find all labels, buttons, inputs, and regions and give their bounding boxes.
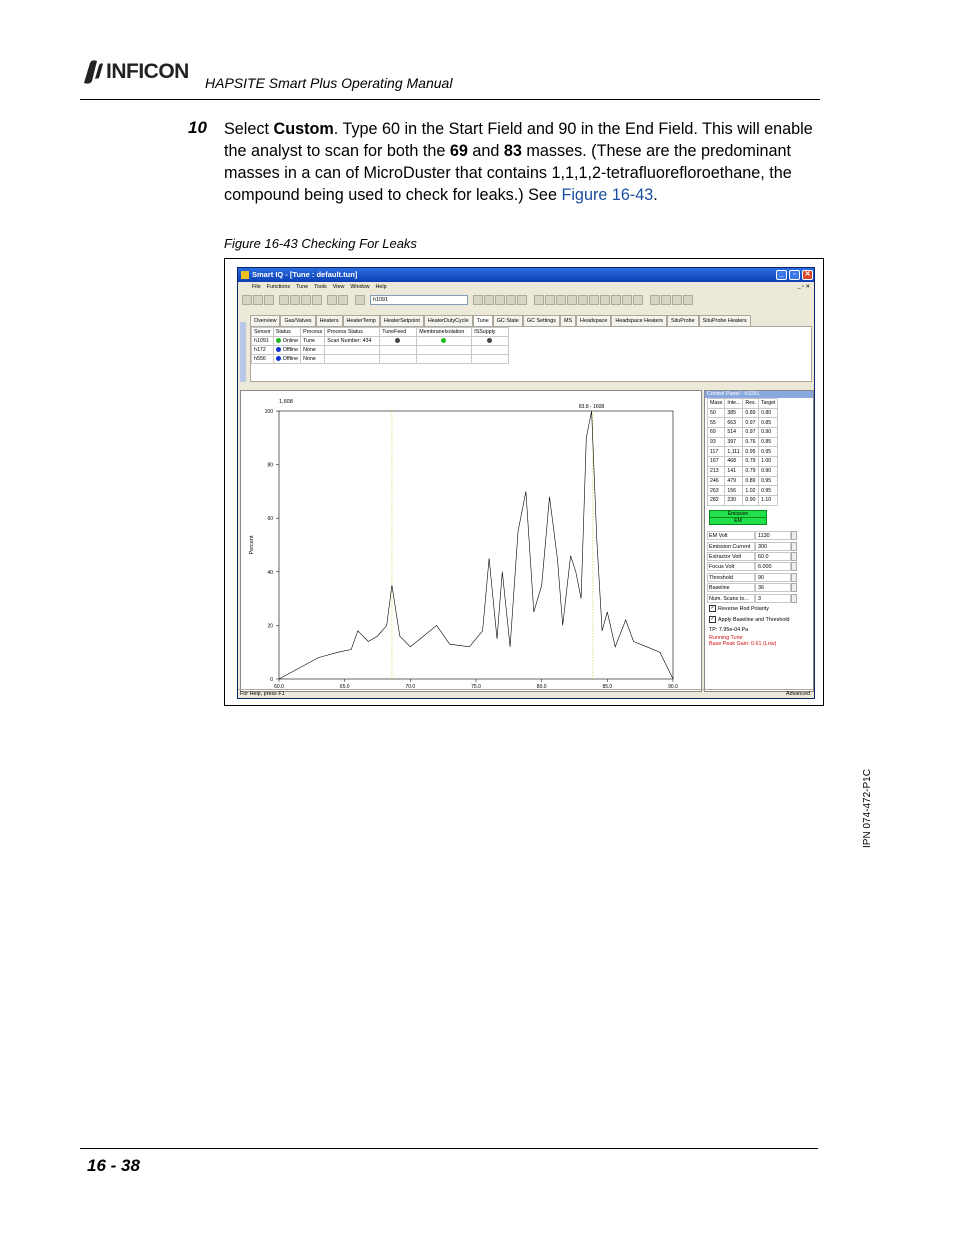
help-icon[interactable] <box>338 295 348 305</box>
col-mass: Mass <box>708 399 725 409</box>
spin-button[interactable] <box>791 552 797 561</box>
sensor-header-row <box>252 328 509 337</box>
col-intensity: Inte... <box>725 399 743 409</box>
inficon-logo <box>80 58 189 86</box>
app-icon <box>241 271 249 279</box>
x-tick-label: 80.0 <box>536 684 547 690</box>
spin-button[interactable] <box>791 594 797 603</box>
toolbar <box>238 293 814 307</box>
tab-heaters[interactable]: Heaters <box>316 315 343 326</box>
menu-file[interactable]: File <box>252 284 261 290</box>
table-row[interactable] <box>252 355 509 364</box>
mass-cell: 0.89 <box>743 408 759 418</box>
connect-icon[interactable] <box>355 295 365 305</box>
figure-link[interactable]: Figure 16-43 <box>561 186 654 204</box>
param-input[interactable]: 1130 <box>755 531 791 540</box>
table-row[interactable] <box>708 418 778 428</box>
param-input[interactable]: 3 <box>755 594 791 603</box>
menu-tune[interactable]: Tune <box>296 284 309 290</box>
empty-cell <box>380 346 417 355</box>
empty-cell <box>417 355 472 364</box>
mass-cell: 55 <box>708 418 725 428</box>
mass-header-row <box>708 399 778 409</box>
table-row[interactable] <box>708 408 778 418</box>
param-row <box>707 583 813 593</box>
window-title: Smart IQ - [Tune : default.tun] <box>252 270 358 279</box>
menu-window[interactable]: Window <box>350 284 370 290</box>
sensor-name: h556 <box>252 355 274 364</box>
x-tick-label: 65.0 <box>339 684 350 690</box>
tool-icon-11[interactable] <box>589 295 599 305</box>
mass-cell: 0.80 <box>759 408 778 418</box>
param-row <box>707 562 813 572</box>
tab-situprobe[interactable]: SituProbe <box>667 315 699 326</box>
table-row[interactable] <box>708 428 778 438</box>
param-input[interactable]: 300 <box>755 542 791 551</box>
tab-headspace[interactable]: Headspace <box>576 315 611 326</box>
tab-overview[interactable]: Overview <box>250 315 280 326</box>
param-row <box>707 593 813 603</box>
online-status-icon <box>276 338 281 343</box>
sensor-grid <box>250 326 812 382</box>
spin-button[interactable] <box>791 573 797 582</box>
sensor-status <box>273 337 300 346</box>
empty-cell <box>417 346 472 355</box>
sensor-process: None <box>301 346 325 355</box>
em-label: EM <box>710 517 766 524</box>
status-text: For Help, press F1 <box>240 691 285 697</box>
tool-icon-9[interactable] <box>567 295 577 305</box>
reverse-rod-label: Reverse Rod Polarity <box>718 605 769 612</box>
base-peak-gain: Base Peak Gain: 0.61 (Low) <box>709 641 777 648</box>
table-row[interactable] <box>708 437 778 447</box>
table-row[interactable] <box>252 346 509 355</box>
param-label: Extractor Volt <box>707 552 755 561</box>
y-tick-label: 40 <box>267 569 273 576</box>
param-label: Baseline <box>707 583 755 592</box>
grid-icon[interactable] <box>312 295 322 305</box>
col-res: Res. <box>743 399 759 409</box>
control-panel <box>704 390 814 692</box>
col-issupply: ISSupply <box>472 328 509 337</box>
y-tick-label: 60 <box>267 516 273 523</box>
peak-label: 83.8 - 1608 <box>578 404 605 410</box>
x-tick-label: 90.0 <box>668 684 678 690</box>
param-input[interactable]: 36 <box>755 583 791 592</box>
step-bold-69: 69 <box>449 142 468 160</box>
tool-icon-18[interactable] <box>672 295 682 305</box>
running-status: Running Tune <box>709 635 743 642</box>
apply-baseline-checkbox[interactable] <box>709 614 813 625</box>
tp-readout: TP: 7.95e-04 Pa <box>709 627 749 634</box>
sensor-process-status <box>325 355 380 364</box>
step-number: 10 <box>188 118 207 137</box>
page-number: 16 - 38 <box>87 1156 140 1175</box>
footer-divider <box>80 1148 818 1149</box>
sensor-status <box>273 346 300 355</box>
menu-help[interactable]: Help <box>375 284 387 290</box>
mass-cell: 0.76 <box>743 437 759 447</box>
tool-icon-3[interactable] <box>495 295 505 305</box>
tool-icon-14[interactable] <box>622 295 632 305</box>
param-row <box>707 572 813 582</box>
tool-icon-2[interactable] <box>484 295 494 305</box>
save-icon[interactable] <box>279 295 289 305</box>
param-label: Emission Current <box>707 542 755 551</box>
x-tick-label: 75.0 <box>471 684 481 690</box>
col-process-status: Process Status <box>325 328 380 337</box>
tab-ms[interactable]: MS <box>560 315 576 326</box>
step-text-3: and <box>467 142 504 160</box>
membrane-cell <box>417 337 472 346</box>
mass-cell: 0.89 <box>743 476 759 486</box>
y-tick-label: 0 <box>270 677 273 683</box>
mass-cell: 0.95 <box>759 486 778 496</box>
tab-heatersetpoint[interactable]: HeaterSetpoint <box>380 315 424 326</box>
checkbox-icon: ✓ <box>710 605 715 612</box>
mass-cell: 213 <box>708 466 725 476</box>
tunefeed-cell <box>380 337 417 346</box>
mass-cell: 69 <box>708 428 725 438</box>
mass-cell: 246 <box>708 476 725 486</box>
param-input[interactable]: 90 <box>755 573 791 582</box>
open-icon[interactable] <box>242 295 252 305</box>
step-text-5: . <box>653 186 658 204</box>
tab-tune[interactable]: Tune <box>473 315 493 326</box>
mass-cell: 117 <box>708 447 725 457</box>
tab-gas-valves[interactable]: Gas/Valves <box>280 315 315 326</box>
sensor-process: Tune <box>301 337 325 346</box>
tool-icon-15[interactable] <box>633 295 643 305</box>
figure-caption: Figure 16-43 Checking For Leaks <box>224 236 417 251</box>
reverse-rod-checkbox[interactable] <box>709 603 813 614</box>
mass-cell: 0.79 <box>743 466 759 476</box>
issupply-cell <box>472 337 509 346</box>
col-tunefeed: TuneFeed <box>380 328 417 337</box>
spin-button[interactable] <box>791 583 797 592</box>
param-label: Num. Scans to... <box>707 594 755 603</box>
mass-cell: 0.90 <box>743 495 759 505</box>
tab-headspace-heaters[interactable]: Headspace Heaters <box>611 315 667 326</box>
mass-cell: 0.90 <box>759 466 778 476</box>
col-target: Target <box>759 399 778 409</box>
tool-icon-19[interactable] <box>683 295 693 305</box>
menu-functions[interactable]: Functions <box>266 284 291 290</box>
step-text-1: Select <box>224 120 274 138</box>
sensor-status-text: Offline <box>282 356 299 362</box>
mass-cell: 230 <box>725 495 743 505</box>
tab-gc-state[interactable]: GC State <box>493 315 523 326</box>
tool-icon-17[interactable] <box>661 295 671 305</box>
mass-cell: 0.95 <box>759 447 778 457</box>
chart-title: 1,608 <box>279 399 293 405</box>
title-bar <box>238 268 814 282</box>
table-row[interactable] <box>252 337 509 346</box>
param-row <box>707 541 813 551</box>
status-bar <box>238 689 814 698</box>
mass-cell: 50 <box>708 408 725 418</box>
param-input[interactable]: 6.000 <box>755 562 791 571</box>
y-tick-label: 20 <box>267 623 273 630</box>
menu-view[interactable]: View <box>332 284 345 290</box>
sensor-status-text: Offline <box>282 347 299 353</box>
mass-cell: 479 <box>725 476 743 486</box>
mdi-controls[interactable]: _ ▫ ✕ <box>797 284 810 290</box>
new-icon[interactable] <box>264 295 274 305</box>
tab-gc-settings[interactable]: GC Settings <box>523 315 560 326</box>
sensor-name: h172 <box>252 346 274 355</box>
copy-icon[interactable] <box>301 295 311 305</box>
tab-heaterdutycycle[interactable]: HeaterDutyCycle <box>424 315 473 326</box>
step-bold-83: 83 <box>503 142 522 160</box>
maximize-button[interactable]: ▫ <box>789 270 800 280</box>
table-row[interactable] <box>708 466 778 476</box>
mass-cell: 385 <box>725 408 743 418</box>
tab-strip <box>250 315 814 326</box>
tool-icon-12[interactable] <box>600 295 610 305</box>
mass-cell: 93 <box>708 437 725 447</box>
menu-bar <box>238 282 814 292</box>
mass-cell: 282 <box>708 495 725 505</box>
figure-frame <box>224 258 824 706</box>
tab-situprobe-heaters[interactable]: SituProbe Heaters <box>699 315 751 326</box>
mass-cell: 0.95 <box>743 447 759 457</box>
mass-cell: 468 <box>725 457 743 467</box>
spin-button[interactable] <box>791 542 797 551</box>
inficon-logo-icon <box>80 59 104 85</box>
step-bold-custom: Custom <box>273 120 334 138</box>
manual-title: HAPSITE Smart Plus Operating Manual <box>205 75 453 91</box>
step-text-4: masses. (These are the predominant masses in a can of MicroDuster that contains 1,1,1,2-tetrafluorefloroethane, the compound being used to check for leaks.) See <box>224 142 792 204</box>
mass-cell: 263 <box>708 486 725 496</box>
param-label: EM Volt <box>707 531 755 540</box>
membrane-led-icon <box>441 338 446 343</box>
param-input[interactable]: 60.0 <box>755 552 791 561</box>
emission-button[interactable] <box>709 510 767 525</box>
x-tick-label: 85.0 <box>602 684 613 690</box>
mass-cell: 1.02 <box>743 486 759 496</box>
y-tick-label: 100 <box>264 409 273 415</box>
empty-cell <box>472 346 509 355</box>
apply-baseline-label: Apply Baseline and Threshold <box>718 616 790 623</box>
empty-cell <box>380 355 417 364</box>
tab-heatertemp[interactable]: HeaterTemp <box>343 315 380 326</box>
tool-icon-6[interactable] <box>534 295 544 305</box>
tool-icon-16[interactable] <box>650 295 660 305</box>
spectrum-line <box>279 411 673 679</box>
print-icon[interactable] <box>290 295 300 305</box>
tool-icon-13[interactable] <box>611 295 621 305</box>
mass-cell: 0.85 <box>759 418 778 428</box>
mass-table <box>707 398 778 506</box>
mass-rows <box>708 408 778 505</box>
issupply-led-icon <box>487 338 492 343</box>
mass-cell: 0.97 <box>743 418 759 428</box>
sensor-process: None <box>301 355 325 364</box>
mass-cell: 1,111 <box>725 447 743 457</box>
step-paragraph <box>224 118 824 206</box>
parameter-list <box>705 531 813 604</box>
minimize-button[interactable]: _ <box>776 270 787 280</box>
table-row[interactable] <box>708 476 778 486</box>
tool-icon-10[interactable] <box>578 295 588 305</box>
sensor-table <box>251 327 509 364</box>
spectrum-svg <box>241 391 701 691</box>
about-icon[interactable] <box>327 295 337 305</box>
spin-button[interactable] <box>791 531 797 540</box>
sensor-name: h1091 <box>252 337 274 346</box>
control-panel-title: Control Panel - h1091 <box>705 391 813 398</box>
spin-button[interactable] <box>791 562 797 571</box>
mass-cell: 397 <box>725 437 743 447</box>
sensor-side-panel <box>240 322 246 382</box>
mass-cell: 0.85 <box>759 437 778 447</box>
app-window <box>237 267 815 699</box>
offline-status-icon <box>276 356 281 361</box>
sensor-combo[interactable]: h1091 <box>370 295 468 305</box>
offline-status-icon <box>276 347 281 352</box>
mass-cell: 156 <box>725 486 743 496</box>
y-tick-label: 80 <box>267 462 273 469</box>
x-tick-label: 60.0 <box>274 684 284 690</box>
sensor-status <box>273 355 300 364</box>
tool-icon-5[interactable] <box>517 295 527 305</box>
param-label: Focus Volt <box>707 562 755 571</box>
mass-cell: 514 <box>725 428 743 438</box>
tool-icon-4[interactable] <box>506 295 516 305</box>
spectrum-plot <box>240 390 702 692</box>
empty-cell <box>472 355 509 364</box>
ipn-code: IPN 074-472-P1C <box>862 769 873 848</box>
sensor-process-status: Scan Number: 434 <box>325 337 380 346</box>
mass-cell: 0.95 <box>759 476 778 486</box>
table-row[interactable] <box>708 495 778 505</box>
mass-cell: 167 <box>708 457 725 467</box>
brand-name: INFICON <box>106 60 189 83</box>
step-text-2: . Type 60 in the Start Field and 90 in the End Field. This will enable the analyst to scan for both the <box>224 120 813 160</box>
y-axis-label: Percent <box>249 535 255 555</box>
col-status: Status <box>273 328 300 337</box>
x-tick-label: 70.0 <box>405 684 416 690</box>
checkbox-icon: ✓ <box>710 616 715 623</box>
menu-tools[interactable]: Tools <box>314 284 327 290</box>
param-row <box>707 531 813 541</box>
header-divider <box>80 99 820 100</box>
table-row[interactable] <box>708 447 778 457</box>
param-row <box>707 551 813 561</box>
col-membrane: MembraneIsolation <box>417 328 472 337</box>
mass-cell: 0.79 <box>743 457 759 467</box>
param-label: Threshold <box>707 573 755 582</box>
tunefeed-led-icon <box>395 338 400 343</box>
tool-icon-8[interactable] <box>556 295 566 305</box>
col-process: Process <box>301 328 325 337</box>
folder-icon[interactable] <box>253 295 263 305</box>
mass-cell: 0.97 <box>743 428 759 438</box>
mass-cell: 0.90 <box>759 428 778 438</box>
emission-label: Emission <box>727 510 749 517</box>
table-row[interactable] <box>708 486 778 496</box>
table-row[interactable] <box>708 457 778 467</box>
tool-icon-7[interactable] <box>545 295 555 305</box>
status-mode: Advanced <box>786 691 810 697</box>
sensor-process-status <box>325 346 380 355</box>
col-sensor: Sensor <box>252 328 274 337</box>
mass-cell: 663 <box>725 418 743 428</box>
mass-cell: 1.10 <box>759 495 778 505</box>
close-button[interactable]: ✕ <box>802 270 813 280</box>
sensor-status-text: Online <box>282 338 299 344</box>
mass-cell: 1.00 <box>759 457 778 467</box>
mass-cell: 141 <box>725 466 743 476</box>
tool-icon-1[interactable] <box>473 295 483 305</box>
